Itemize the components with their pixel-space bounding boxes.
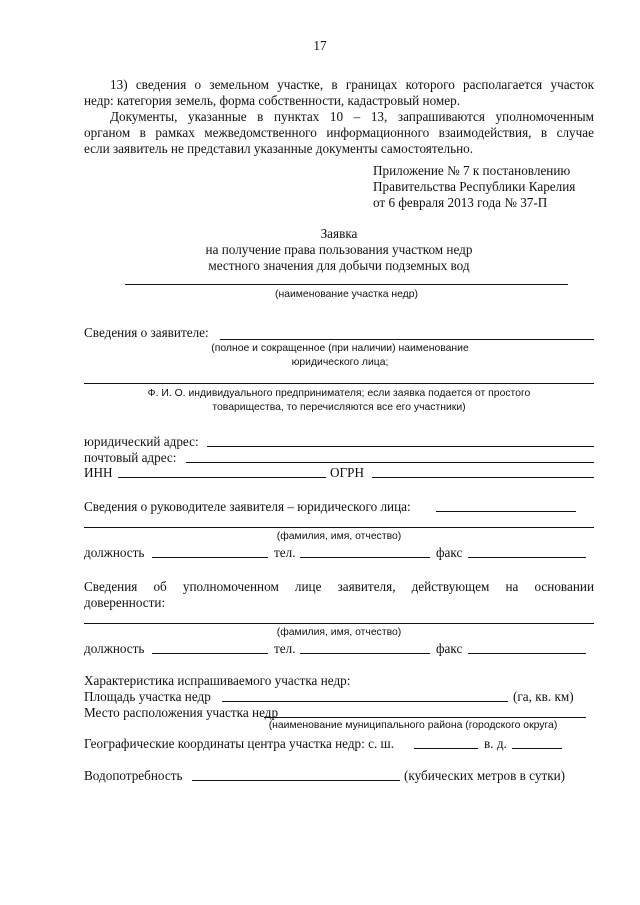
site-coords-label: Географические координаты центра участка недр: с. ш. [84, 736, 394, 751]
applicant-name-field-2[interactable] [84, 383, 594, 384]
head-phone-field[interactable] [300, 557, 430, 558]
head-fio-caption: (фамилия, имя, отчество) [276, 531, 402, 542]
head-fax-label: факс [436, 545, 463, 560]
rep-phone-label: тел. [274, 641, 296, 656]
inn-field[interactable] [118, 477, 326, 478]
latitude-field[interactable] [414, 748, 478, 749]
appendix-line2: Правительства Республики Карелия [373, 179, 576, 194]
applicant-caption-1: (полное и сокращенное (при наличии) наименование [211, 343, 469, 354]
representative-fio-field[interactable] [84, 623, 594, 624]
representative-line1: Сведения об уполномоченном лице заявителя, действующем на основании [84, 579, 594, 594]
site-name-caption: (наименование участка недр) [275, 289, 418, 300]
form-title: Заявка [320, 226, 358, 241]
site-area-field[interactable] [222, 701, 508, 702]
rep-position-label: должность [84, 641, 145, 656]
legal-address-label: юридический адрес: [84, 434, 199, 449]
site-location-field[interactable] [264, 717, 586, 718]
head-phone-label: тел. [274, 545, 296, 560]
ogrn-field[interactable] [372, 477, 594, 478]
item13-line2: недр: категория земель, форма собственности, кадастровый номер. [84, 93, 461, 108]
head-fax-field[interactable] [468, 557, 586, 558]
head-position-label: должность [84, 545, 145, 560]
documents-line2: органом в рамках межведомственного информационного взаимодействия, в случае [84, 125, 594, 140]
appendix-line3: от 6 февраля 2013 года № 37-П [373, 195, 548, 210]
site-area-units: (га, кв. км) [513, 689, 574, 704]
legal-address-field[interactable] [207, 446, 594, 447]
form-title-line2: на получение права пользования участком недр [205, 242, 473, 257]
documents-line1: Документы, указанные в пунктах 10 – 13, запрашиваются уполномоченным [110, 109, 594, 124]
representative-line2: доверенности: [84, 595, 166, 610]
page-number: 17 [313, 38, 327, 53]
postal-address-label: почтовый адрес: [84, 450, 177, 465]
head-position-field[interactable] [152, 557, 268, 558]
documents-line3: если заявитель не представил указанные документы самостоятельно. [84, 141, 474, 156]
water-units: (кубических метров в сутки) [404, 768, 566, 783]
rep-position-field[interactable] [152, 653, 268, 654]
site-location-caption: (наименование муниципального района (городского округа) [268, 720, 558, 731]
applicant-caption-4: товарищества, то перечисляются все его участники) [212, 402, 466, 413]
rep-phone-field[interactable] [300, 653, 430, 654]
applicant-caption-2: юридического лица; [291, 357, 389, 368]
representative-fio-caption: (фамилия, имя, отчество) [276, 627, 402, 638]
applicant-name-field[interactable] [220, 339, 594, 340]
ogrn-label: ОГРН [330, 465, 365, 480]
item13-line1: 13) сведения о земельном участке, в границах которого располагается участок [110, 77, 594, 92]
site-area-label: Площадь участка недр [84, 689, 211, 704]
postal-address-field[interactable] [186, 462, 594, 463]
longitude-field[interactable] [512, 748, 562, 749]
site-header: Характеристика испрашиваемого участка недр: [84, 673, 351, 688]
applicant-label: Сведения о заявителе: [84, 325, 209, 340]
applicant-caption-3: Ф. И. О. индивидуального предпринимателя; если заявка подается от простого [147, 388, 531, 399]
site-name-field[interactable] [125, 284, 568, 285]
rep-fax-field[interactable] [468, 653, 586, 654]
head-field[interactable] [436, 511, 576, 512]
head-fio-field[interactable] [84, 527, 594, 528]
inn-label: ИНН [84, 465, 113, 480]
appendix-line1: Приложение № 7 к постановлению [373, 163, 571, 178]
head-label: Сведения о руководителе заявителя – юридического лица: [84, 499, 411, 514]
site-coords-lon-label: в. д. [484, 736, 507, 751]
form-title-line3: местного значения для добычи подземных вод [208, 258, 470, 273]
site-location-label: Место расположения участка недр [84, 705, 279, 720]
rep-fax-label: факс [436, 641, 463, 656]
water-label: Водопотребность [84, 768, 183, 783]
water-field[interactable] [192, 780, 400, 781]
